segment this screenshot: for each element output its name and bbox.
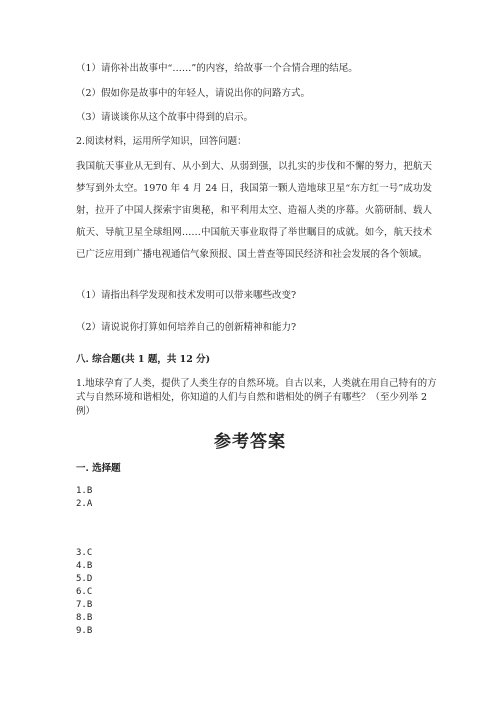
answer-item: 7.B	[76, 600, 93, 610]
answer-item: 9.B	[76, 626, 93, 636]
answer-item: 5.D	[76, 574, 93, 584]
q1-sub1: （1）请你补出故事中“……”的内容，给故事一个合情合理的结尾。	[76, 63, 358, 74]
answers-section-heading: 一. 选择题	[76, 463, 121, 474]
answer-item: 6.C	[76, 587, 93, 597]
answer-item: 4.B	[76, 561, 93, 571]
q2-heading: 2.阅读材料，运用所学知识，回答问题：	[76, 136, 247, 147]
answer-item: 3.C	[76, 548, 93, 558]
section8-heading: 八. 综合题(共 1 题，共 12 分)	[76, 354, 211, 365]
answer-item: 1.B	[76, 486, 93, 496]
q1-sub3: （3）请谈谈你从这个故事中得到的启示。	[76, 112, 254, 123]
q2-sub2: （2）请说说你打算如何培养自己的创新精神和能力?	[76, 322, 297, 333]
section8-question: 1.地球孕育了人类，提供了人类生存的自然环境。自古以来，人类就在用自己特有的方式与自然环境和谐相处，你知道的人们与自然和谐相处的例子有哪些？（至少列举 2 例）	[76, 378, 437, 417]
q1-sub2: （2）假如你是故事中的年轻人，请说出你的问路方式。	[76, 88, 311, 99]
answer-item: 2.A	[76, 499, 93, 509]
answers-title: 参考答案	[214, 432, 286, 452]
answer-item: 8.B	[76, 613, 93, 623]
q2-passage: 我国航天事业从无到有、从小到大、从弱到强，以扎实的步伐和不懈的努力，把航天梦写到外太空。1970 年 4 月 24 日，我国第一颗人造地球卫星“东方红一号”成功发射，拉开了中国人探索宇宙奥秘，和平利用太空、造福人类的序幕。火箭研制、载人航天、导航卫星全球组网……中国航天事业取得了举世瞩目的成就。如今，航天技术已广泛应用到广播电视通信气象预报、国土普查等国民经济和社会发展的各个领域。	[76, 161, 432, 260]
q2-sub1: （1）请指出科学发现和技术发明可以带来哪些改变?	[76, 290, 297, 301]
